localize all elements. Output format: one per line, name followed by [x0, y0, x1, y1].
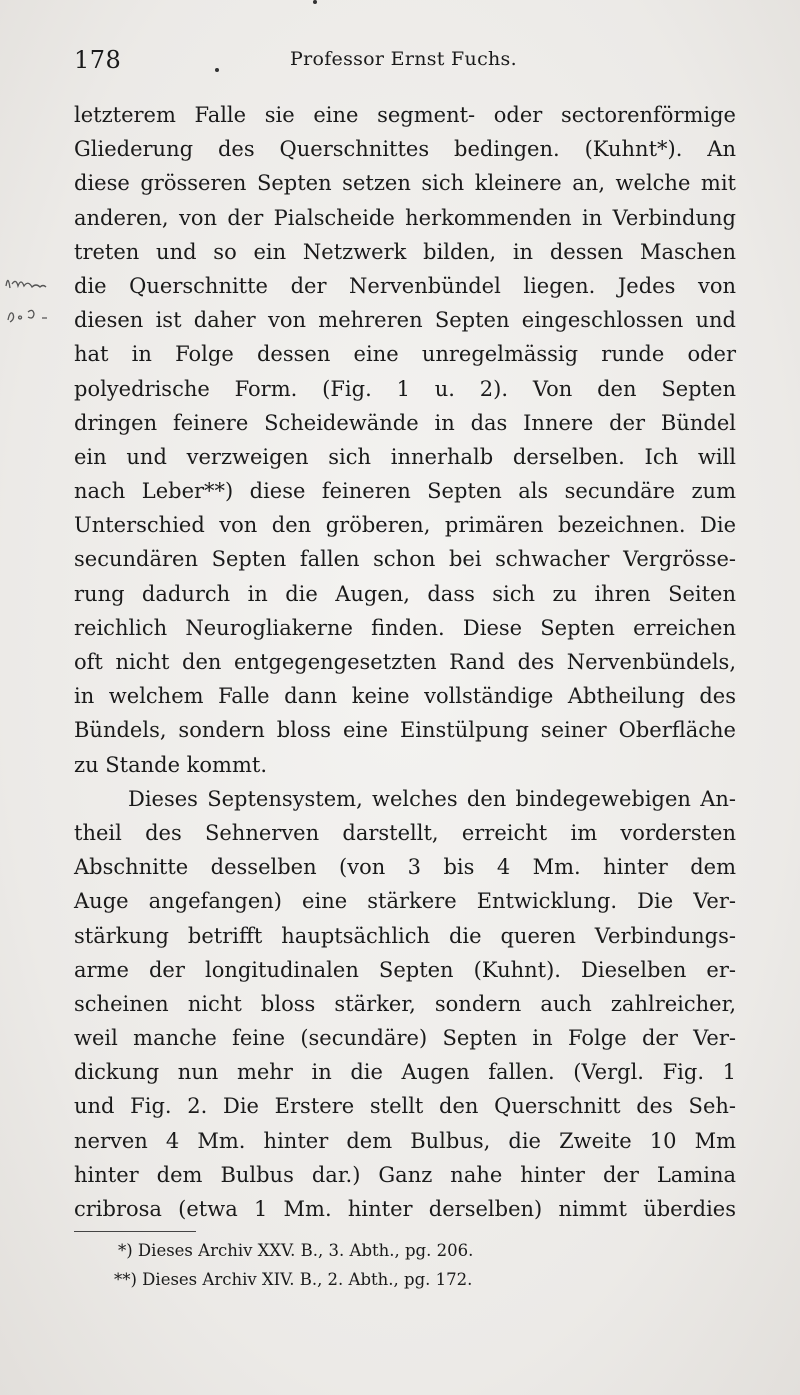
text-line: scheinen nicht bloss stärker, sondern auch zahlreicher, [74, 991, 736, 1016]
page-header [74, 46, 734, 76]
text-line: letzterem Falle sie eine segment- oder sectorenförmige [74, 103, 736, 127]
footnote: *) Dieses Archiv XXV. B., 3. Abth., pg. 206. [118, 1241, 474, 1260]
paragraph-start-line: Dieses Septensystem, welches den bindegewebigen An- [128, 786, 736, 811]
page-number: 178 [74, 46, 122, 74]
text-line: hinter dem Bulbus dar.) Ganz nahe hinter der Lamina [74, 1162, 736, 1187]
text-line: rung dadurch in die Augen, dass sich zu ihren Seiten [74, 581, 736, 606]
text-line: polyedrische Form. (Fig. 1 u. 2). Von den Septen [74, 376, 736, 401]
print-speck [313, 0, 317, 4]
text-line: hat in Folge dessen eine unregelmässig runde oder [74, 342, 736, 367]
text-line: die Querschnitte der Nervenbündel liegen. Jedes von [74, 273, 736, 298]
text-line: ein und verzweigen sich innerhalb derselben. Ich will [74, 444, 736, 469]
text-line: dringen feinere Scheidewände in das Innere der Bündel [74, 410, 736, 435]
text-line: arme der longitudinalen Septen (Kuhnt). Dieselben er- [74, 957, 736, 982]
running-title: Professor Ernst Fuchs. [290, 48, 517, 70]
text-line: in welchem Falle dann keine vollständige Abtheilung des [74, 684, 736, 709]
text-line: Bündels, sondern bloss eine Einstülpung seiner Oberfläche [74, 718, 736, 743]
text-line: nach Leber**) diese feineren Septen als secundäre zum [74, 479, 736, 504]
text-line: treten und so ein Netzwerk bilden, in dessen Maschen [74, 239, 736, 264]
print-speck [215, 68, 219, 72]
text-line: diese grösseren Septen setzen sich kleinere an, welche mit [74, 171, 736, 196]
text-line: oft nicht den entgegengesetzten Rand des Nervenbündels, [74, 650, 736, 674]
text-line: theil des Sehnerven darstellt, erreicht im vordersten [74, 820, 736, 845]
text-line: stärkung betrifft hauptsächlich die queren Verbindungs- [74, 923, 736, 948]
text-line: Unterschied von den gröberen, primären bezeichnen. Die [74, 513, 736, 538]
text-line: reichlich Neurogliakerne finden. Diese Septen erreichen [74, 615, 736, 640]
text-line: secundären Septen fallen schon bei schwacher Vergrösse- [74, 547, 736, 572]
text-line: weil manche feine (secundäre) Septen in Folge der Ver- [74, 1026, 736, 1051]
text-line: und Fig. 2. Die Erstere stellt den Querschnitt des Seh- [74, 1094, 736, 1119]
text-line: diesen ist daher von mehreren Septen eingeschlossen und [74, 308, 736, 333]
footnote-divider [74, 1231, 196, 1232]
text-line: cribrosa (etwa 1 Mm. hinter derselben) nimmt überdies [74, 1197, 736, 1221]
footnote: **) Dieses Archiv XIV. B., 2. Abth., pg. 172. [114, 1270, 473, 1289]
text-line: Auge angefangen) eine stärkere Entwicklung. Die Ver- [74, 889, 736, 914]
paragraph-end-line: zu Stande kommt. [74, 752, 267, 777]
text-line: nerven 4 Mm. hinter dem Bulbus, die Zweite 10 Mm [74, 1128, 736, 1153]
body-text [74, 98, 736, 1226]
footnotes [114, 1236, 678, 1294]
handwritten-margin-mark [2, 268, 72, 328]
text-line: dickung nun mehr in die Augen fallen. (Vergl. Fig. 1 [74, 1060, 736, 1085]
text-line: anderen, von der Pialscheide herkommenden in Verbindung [74, 205, 736, 230]
text-line: Gliederung des Querschnittes bedingen. (Kuhnt*). An [74, 137, 736, 162]
text-line: Abschnitte desselben (von 3 bis 4 Mm. hinter dem [74, 855, 736, 880]
